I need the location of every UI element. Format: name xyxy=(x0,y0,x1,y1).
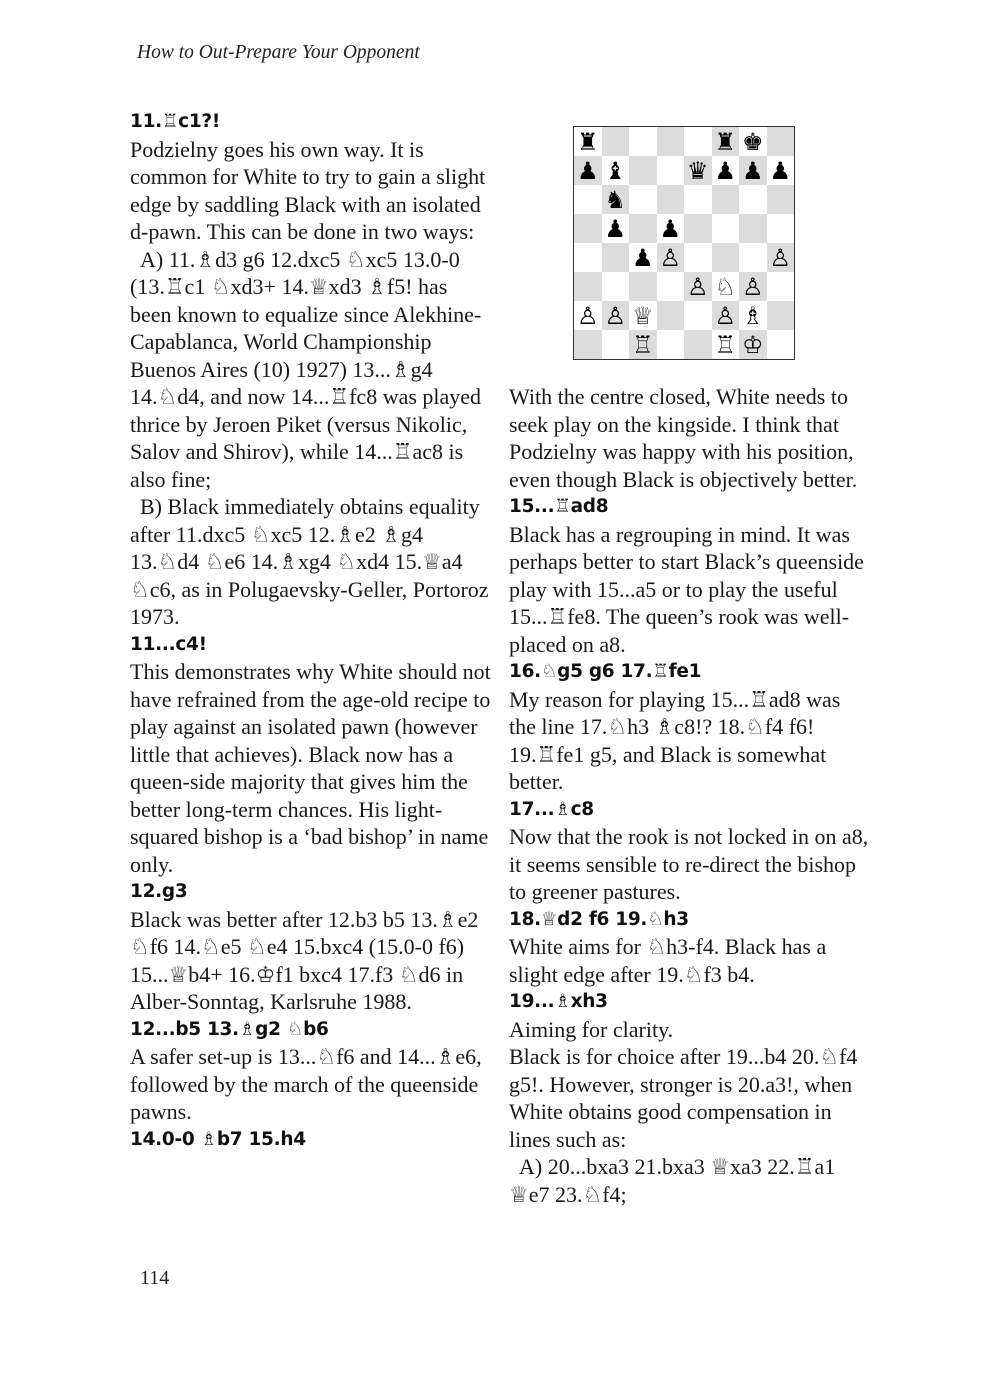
square-g1: ♔ xyxy=(739,330,767,359)
move-heading: 12...b5 13.♗g2 ♘b6 xyxy=(130,1018,329,1040)
square-f4 xyxy=(712,243,740,272)
square-d6 xyxy=(657,185,685,214)
square-a6 xyxy=(574,185,602,214)
commentary-paragraph: Black has a regrouping in mind. It was perhaps better to start Black’s queenside play with 15...a5 or to play the useful 15...♖fe8. The queen’s rook was well-placed on a8. xyxy=(509,521,864,657)
square-d8 xyxy=(657,127,685,156)
square-b1 xyxy=(602,330,630,359)
square-g5 xyxy=(739,214,767,243)
commentary-paragraph: A) 20...bxa3 21.bxa3 ♕xa3 22.♖a1 ♕e7 23.♘f4; xyxy=(509,1154,836,1207)
square-c3 xyxy=(629,272,657,301)
running-head: How to Out-Prepare Your Opponent xyxy=(137,42,420,63)
commentary-paragraph: Podzielny goes his own way. It is common for White to try to gain a slight edge by saddling Black with an isolated d-pawn. This can be done in two ways: xyxy=(130,136,486,244)
square-h1 xyxy=(767,330,795,359)
square-g8: ♚ xyxy=(739,127,767,156)
square-d2 xyxy=(657,301,685,330)
square-a5 xyxy=(574,214,602,243)
square-d5: ♟ xyxy=(657,214,685,243)
square-h6 xyxy=(767,185,795,214)
move-heading: 16.♘g5 g6 17.♖fe1 xyxy=(509,661,702,682)
square-h4: ♙ xyxy=(767,243,795,272)
square-a8: ♜ xyxy=(574,127,602,156)
commentary-paragraph: White aims for ♘h3-f4. Black has a slight edge after 19.♘f3 b4. xyxy=(509,934,827,987)
commentary-paragraph: Black was better after 12.b3 b5 13.♗e2 ♘f6 14.♘e5 ♘e4 15.bxc4 (15.0-0 f6) 15...♕b4+ 16.♔f1 bxc4 17.f3 ♘d6 in Alber-Sonntag, Karlsruhe 1988. xyxy=(130,906,479,1014)
commentary-paragraph: Black is for choice after 19...b4 20.♘f4 g5!. However, stronger is 20.a3!, when White obtains good compensation in lines such as: xyxy=(509,1044,858,1152)
square-c1: ♖ xyxy=(629,330,657,359)
chess-diagram xyxy=(573,126,795,360)
square-e3: ♙ xyxy=(684,272,712,301)
square-c8 xyxy=(629,127,657,156)
square-e1 xyxy=(684,330,712,359)
square-h5 xyxy=(767,214,795,243)
square-g2: ♗ xyxy=(739,301,767,330)
square-c7 xyxy=(629,156,657,185)
square-d1 xyxy=(657,330,685,359)
commentary-paragraph: A) 11.♗d3 g6 12.dxc5 ♘xc5 13.0-0 (13.♖c1 ♘xd3+ 14.♕xd3 ♗f5! has been known to equalize since Alekhine-Capablanca, World Championship Buenos Aires (10) 1927) 13...♗g4 14.♘d4, and now 14...♖fc8 was played thrice by Jeroen Piket (versus Nikolic, Salov and Shirov), while 14...♖ac8 is also fine; xyxy=(130,246,482,492)
square-e6 xyxy=(684,185,712,214)
square-b6: ♞ xyxy=(602,185,630,214)
square-a1 xyxy=(574,330,602,359)
square-b7: ♝ xyxy=(602,156,630,185)
square-b3 xyxy=(602,272,630,301)
square-d3 xyxy=(657,272,685,301)
move-heading: 14.0-0 ♗b7 15.h4 xyxy=(130,1128,306,1150)
square-g3: ♙ xyxy=(739,272,767,301)
commentary-paragraph: My reason for playing 15...♖ad8 was the line 17.♘h3 ♗c8!? 18.♘f4 f6! 19.♖fe1 g5, and Black is somewhat better. xyxy=(509,686,841,794)
square-f6 xyxy=(712,185,740,214)
move-heading: 11...c4! xyxy=(130,633,207,655)
commentary-paragraph: B) Black immediately obtains equality after 11.dxc5 ♘xc5 12.♗e2 ♗g4 13.♘d4 ♘e6 14.♗xg4 ♘xd4 15.♕a4 ♘c6, as in Polugaevsky-Geller, Portoroz 1973. xyxy=(130,494,489,629)
square-f1: ♖ xyxy=(712,330,740,359)
move-heading: 12.g3 xyxy=(130,881,188,902)
square-f7: ♟ xyxy=(712,156,740,185)
square-g4 xyxy=(739,243,767,272)
square-f8: ♜ xyxy=(712,127,740,156)
square-c4: ♟ xyxy=(629,243,657,272)
square-b4 xyxy=(602,243,630,272)
square-b5: ♟ xyxy=(602,214,630,243)
commentary-paragraph: Now that the rook is not locked in on a8, it seems sensible to re-direct the bishop to greener pastures. xyxy=(509,824,869,904)
square-e7: ♛ xyxy=(684,156,712,185)
page-number: 114 xyxy=(140,1267,170,1289)
square-e5 xyxy=(684,214,712,243)
commentary-paragraph: This demonstrates why White should not have refrained from the age-old recipe to play against an isolated pawn (however little that achieves). Black now has a queen-side majority that gives him the better long-term chances. His light-squared bishop is a ‘bad bishop’ in name only. xyxy=(130,659,491,877)
commentary-paragraph: Aiming for clarity. xyxy=(509,1016,674,1042)
square-a7: ♟ xyxy=(574,156,602,185)
square-c6 xyxy=(629,185,657,214)
square-h7: ♟ xyxy=(767,156,795,185)
move-heading: 15...♖ad8 xyxy=(509,496,609,517)
square-b2: ♙ xyxy=(602,301,630,330)
square-e4 xyxy=(684,243,712,272)
square-a3 xyxy=(574,272,602,301)
square-f5 xyxy=(712,214,740,243)
chess-board xyxy=(573,126,795,360)
square-b8 xyxy=(602,127,630,156)
square-h3 xyxy=(767,272,795,301)
square-e8 xyxy=(684,127,712,156)
square-a4 xyxy=(574,243,602,272)
square-f2: ♙ xyxy=(712,301,740,330)
square-g6 xyxy=(739,185,767,214)
square-h2 xyxy=(767,301,795,330)
square-e2 xyxy=(684,301,712,330)
move-heading: 19...♗xh3 xyxy=(509,991,608,1012)
move-heading: 17...♗c8 xyxy=(509,798,594,820)
square-d4: ♙ xyxy=(657,243,685,272)
square-a2: ♙ xyxy=(574,301,602,330)
square-f3: ♘ xyxy=(712,272,740,301)
move-heading: 11.♖c1?! xyxy=(130,111,220,132)
right-column xyxy=(509,383,871,1208)
square-h8 xyxy=(767,127,795,156)
left-column xyxy=(130,108,492,1153)
square-d7 xyxy=(657,156,685,185)
commentary-paragraph: A safer set-up is 13...♘f6 and 14...♗e6, followed by the march of the queenside pawns. xyxy=(130,1044,482,1124)
commentary-paragraph: With the centre closed, White needs to seek play on the kingside. I think that Podzielny was happy with his position, even though Black is objectively better. xyxy=(509,384,858,492)
square-c5 xyxy=(629,214,657,243)
square-c2: ♕ xyxy=(629,301,657,330)
move-heading: 18.♕d2 f6 19.♘h3 xyxy=(509,908,689,930)
square-g7: ♟ xyxy=(739,156,767,185)
